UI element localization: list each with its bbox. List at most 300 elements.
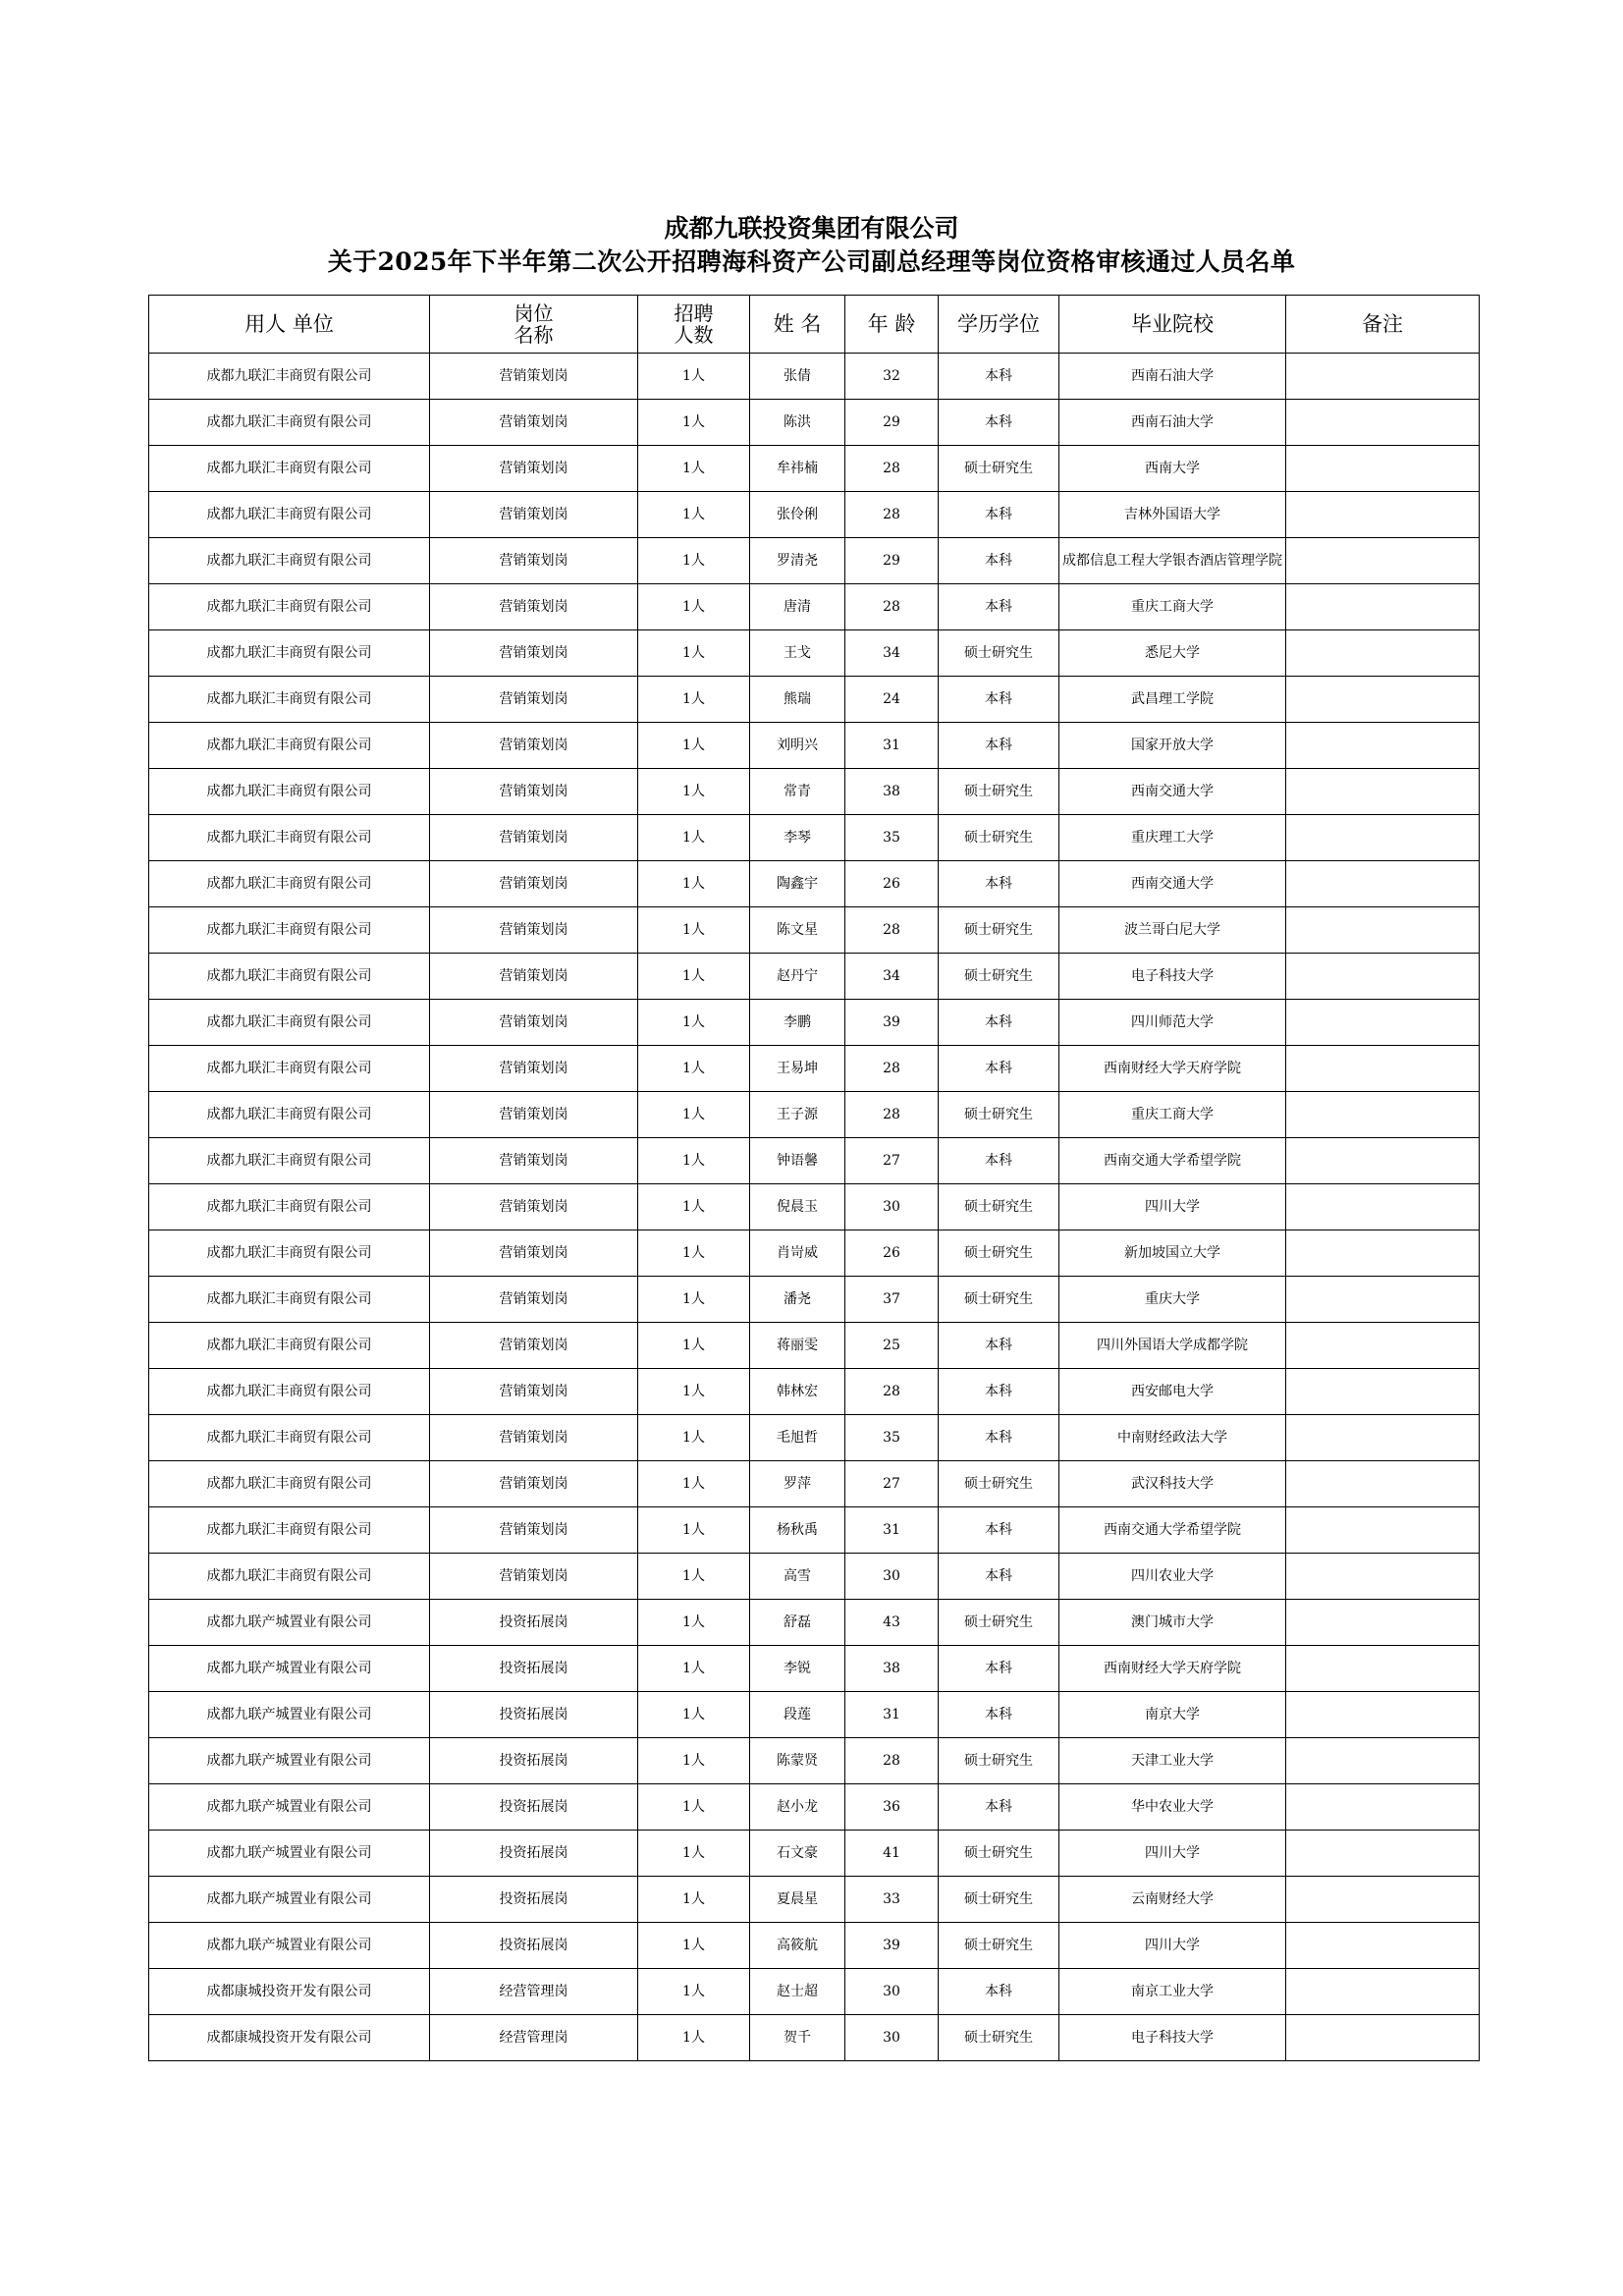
post-cell: 投资拓展岗	[430, 1646, 638, 1692]
unit-cell: 成都九联汇丰商贸有限公司	[149, 354, 430, 400]
degree-cell: 本科	[939, 1369, 1059, 1415]
degree-cell: 本科	[939, 400, 1059, 446]
unit-cell: 成都九联汇丰商贸有限公司	[149, 1000, 430, 1046]
name-cell: 陈洪	[750, 400, 845, 446]
count-cell: 1人	[638, 1923, 750, 1969]
age-cell: 35	[845, 815, 939, 861]
age-cell: 26	[845, 1230, 939, 1277]
age-cell: 30	[845, 1184, 939, 1230]
table-row	[149, 1415, 1480, 1461]
degree-cell: 本科	[939, 1415, 1059, 1461]
post-cell: 投资拓展岗	[430, 1831, 638, 1877]
degree-cell: 硕士研究生	[939, 1831, 1059, 1877]
count-cell: 1人	[638, 861, 750, 907]
candidate-table	[148, 295, 1480, 2061]
age-cell: 30	[845, 2015, 939, 2061]
count-cell: 1人	[638, 1600, 750, 1646]
age-cell: 26	[845, 861, 939, 907]
count-cell: 1人	[638, 769, 750, 815]
school-cell: 四川师范大学	[1059, 1000, 1286, 1046]
post-cell: 营销策划岗	[430, 907, 638, 954]
age-cell: 28	[845, 584, 939, 630]
name-cell: 张伶俐	[750, 492, 845, 538]
age-cell: 29	[845, 400, 939, 446]
table-row	[149, 677, 1480, 723]
unit-cell: 成都九联汇丰商贸有限公司	[149, 861, 430, 907]
remark-cell	[1286, 1323, 1480, 1369]
school-cell: 西南交通大学希望学院	[1059, 1507, 1286, 1554]
degree-cell: 硕士研究生	[939, 1461, 1059, 1507]
degree-cell: 硕士研究生	[939, 1092, 1059, 1138]
age-cell: 36	[845, 1784, 939, 1831]
name-cell: 赵丹宁	[750, 954, 845, 1000]
count-cell: 1人	[638, 1277, 750, 1323]
school-cell: 西南交通大学	[1059, 769, 1286, 815]
degree-cell: 本科	[939, 1969, 1059, 2015]
table-row	[149, 1277, 1480, 1323]
name-cell: 潘尧	[750, 1277, 845, 1323]
unit-cell: 成都九联产城置业有限公司	[149, 1600, 430, 1646]
unit-cell: 成都九联汇丰商贸有限公司	[149, 1184, 430, 1230]
unit-cell: 成都九联汇丰商贸有限公司	[149, 1415, 430, 1461]
table-body	[149, 354, 1480, 2061]
remark-cell	[1286, 1461, 1480, 1507]
remark-cell	[1286, 954, 1480, 1000]
post-cell: 营销策划岗	[430, 769, 638, 815]
name-cell: 毛旭哲	[750, 1415, 845, 1461]
unit-cell: 成都康城投资开发有限公司	[149, 1969, 430, 2015]
table-row	[149, 1600, 1480, 1646]
post-cell: 营销策划岗	[430, 723, 638, 769]
header-age: 年 龄	[845, 296, 939, 354]
degree-cell: 硕士研究生	[939, 1277, 1059, 1323]
count-cell: 1人	[638, 1646, 750, 1692]
remark-cell	[1286, 1507, 1480, 1554]
degree-cell: 硕士研究生	[939, 2015, 1059, 2061]
age-cell: 32	[845, 354, 939, 400]
degree-cell: 本科	[939, 861, 1059, 907]
remark-cell	[1286, 630, 1480, 677]
count-cell: 1人	[638, 1784, 750, 1831]
post-cell: 营销策划岗	[430, 1000, 638, 1046]
count-cell: 1人	[638, 1138, 750, 1184]
count-cell: 1人	[638, 1369, 750, 1415]
table-row	[149, 492, 1480, 538]
school-cell: 西南石油大学	[1059, 354, 1286, 400]
unit-cell: 成都九联汇丰商贸有限公司	[149, 538, 430, 584]
table-row	[149, 1230, 1480, 1277]
table-row	[149, 1877, 1480, 1923]
unit-cell: 成都九联汇丰商贸有限公司	[149, 1230, 430, 1277]
post-cell: 经营管理岗	[430, 2015, 638, 2061]
remark-cell	[1286, 1831, 1480, 1877]
name-cell: 高筱航	[750, 1923, 845, 1969]
remark-cell	[1286, 492, 1480, 538]
post-cell: 营销策划岗	[430, 1323, 638, 1369]
degree-cell: 本科	[939, 1000, 1059, 1046]
degree-cell: 本科	[939, 1692, 1059, 1738]
school-cell: 四川大学	[1059, 1831, 1286, 1877]
school-cell: 云南财经大学	[1059, 1877, 1286, 1923]
school-cell: 悉尼大学	[1059, 630, 1286, 677]
age-cell: 31	[845, 1507, 939, 1554]
unit-cell: 成都九联汇丰商贸有限公司	[149, 1369, 430, 1415]
header-post	[430, 296, 638, 354]
remark-cell	[1286, 1923, 1480, 1969]
unit-cell: 成都九联汇丰商贸有限公司	[149, 1046, 430, 1092]
age-cell: 28	[845, 1369, 939, 1415]
age-cell: 30	[845, 1969, 939, 2015]
remark-cell	[1286, 769, 1480, 815]
count-cell: 1人	[638, 630, 750, 677]
degree-cell: 本科	[939, 538, 1059, 584]
degree-cell: 本科	[939, 723, 1059, 769]
unit-cell: 成都九联产城置业有限公司	[149, 1877, 430, 1923]
degree-cell: 硕士研究生	[939, 1923, 1059, 1969]
age-cell: 25	[845, 1323, 939, 1369]
school-cell: 四川农业大学	[1059, 1554, 1286, 1600]
name-cell: 肖岢威	[750, 1230, 845, 1277]
count-cell: 1人	[638, 815, 750, 861]
post-cell: 营销策划岗	[430, 354, 638, 400]
document-title: 成都九联投资集团有限公司	[664, 214, 959, 243]
count-cell: 1人	[638, 1969, 750, 2015]
school-cell: 国家开放大学	[1059, 723, 1286, 769]
age-cell: 39	[845, 1000, 939, 1046]
degree-cell: 本科	[939, 584, 1059, 630]
document-subtitle: 关于2025年下半年第二次公开招聘海科资产公司副总经理等岗位资格审核通过人员名单	[327, 247, 1296, 276]
school-cell: 重庆工商大学	[1059, 584, 1286, 630]
degree-cell: 硕士研究生	[939, 1184, 1059, 1230]
post-cell: 营销策划岗	[430, 1461, 638, 1507]
post-cell: 营销策划岗	[430, 1415, 638, 1461]
age-cell: 38	[845, 1646, 939, 1692]
post-cell: 投资拓展岗	[430, 1738, 638, 1784]
unit-cell: 成都九联汇丰商贸有限公司	[149, 1461, 430, 1507]
table-row	[149, 1138, 1480, 1184]
name-cell: 韩林宏	[750, 1369, 845, 1415]
post-cell: 投资拓展岗	[430, 1784, 638, 1831]
school-cell: 西南交通大学希望学院	[1059, 1138, 1286, 1184]
name-cell: 陈文星	[750, 907, 845, 954]
unit-cell: 成都九联汇丰商贸有限公司	[149, 723, 430, 769]
remark-cell	[1286, 1554, 1480, 1600]
school-cell: 华中农业大学	[1059, 1784, 1286, 1831]
post-cell: 营销策划岗	[430, 815, 638, 861]
age-cell: 37	[845, 1277, 939, 1323]
count-cell: 1人	[638, 2015, 750, 2061]
table-row	[149, 446, 1480, 492]
degree-cell: 本科	[939, 1507, 1059, 1554]
remark-cell	[1286, 1230, 1480, 1277]
count-cell: 1人	[638, 1092, 750, 1138]
unit-cell: 成都九联产城置业有限公司	[149, 1784, 430, 1831]
school-cell: 西安邮电大学	[1059, 1369, 1286, 1415]
school-cell: 电子科技大学	[1059, 2015, 1286, 2061]
remark-cell	[1286, 1138, 1480, 1184]
school-cell: 西南大学	[1059, 446, 1286, 492]
remark-cell	[1286, 1092, 1480, 1138]
post-cell: 投资拓展岗	[430, 1877, 638, 1923]
degree-cell: 本科	[939, 1554, 1059, 1600]
school-cell: 成都信息工程大学银杏酒店管理学院	[1059, 538, 1286, 584]
table-row	[149, 1692, 1480, 1738]
school-cell: 四川外国语大学成都学院	[1059, 1323, 1286, 1369]
name-cell: 石文豪	[750, 1831, 845, 1877]
degree-cell: 本科	[939, 1138, 1059, 1184]
remark-cell	[1286, 1877, 1480, 1923]
count-cell: 1人	[638, 954, 750, 1000]
age-cell: 28	[845, 1046, 939, 1092]
table-row	[149, 1969, 1480, 2015]
age-cell: 28	[845, 1092, 939, 1138]
count-cell: 1人	[638, 1415, 750, 1461]
unit-cell: 成都九联汇丰商贸有限公司	[149, 1277, 430, 1323]
name-cell: 刘明兴	[750, 723, 845, 769]
unit-cell: 成都九联汇丰商贸有限公司	[149, 1507, 430, 1554]
unit-cell: 成都九联产城置业有限公司	[149, 1738, 430, 1784]
remark-cell	[1286, 584, 1480, 630]
remark-cell	[1286, 354, 1480, 400]
count-cell: 1人	[638, 1507, 750, 1554]
age-cell: 27	[845, 1461, 939, 1507]
school-cell: 天津工业大学	[1059, 1738, 1286, 1784]
count-cell: 1人	[638, 1692, 750, 1738]
unit-cell: 成都九联汇丰商贸有限公司	[149, 954, 430, 1000]
post-cell: 营销策划岗	[430, 1046, 638, 1092]
name-cell: 王戈	[750, 630, 845, 677]
table-row	[149, 861, 1480, 907]
remark-cell	[1286, 1277, 1480, 1323]
remark-cell	[1286, 1369, 1480, 1415]
table-row	[149, 1554, 1480, 1600]
remark-cell	[1286, 815, 1480, 861]
age-cell: 27	[845, 1138, 939, 1184]
post-cell: 营销策划岗	[430, 1507, 638, 1554]
school-cell: 吉林外国语大学	[1059, 492, 1286, 538]
school-cell: 南京工业大学	[1059, 1969, 1286, 2015]
remark-cell	[1286, 400, 1480, 446]
remark-cell	[1286, 1184, 1480, 1230]
unit-cell: 成都九联汇丰商贸有限公司	[149, 584, 430, 630]
table-row	[149, 630, 1480, 677]
name-cell: 高雪	[750, 1554, 845, 1600]
post-cell: 营销策划岗	[430, 1554, 638, 1600]
name-cell: 罗清尧	[750, 538, 845, 584]
school-cell: 四川大学	[1059, 1184, 1286, 1230]
age-cell: 34	[845, 630, 939, 677]
school-cell: 西南石油大学	[1059, 400, 1286, 446]
degree-cell: 硕士研究生	[939, 446, 1059, 492]
school-cell: 四川大学	[1059, 1923, 1286, 1969]
age-cell: 33	[845, 1877, 939, 1923]
table-row	[149, 723, 1480, 769]
table-row	[149, 815, 1480, 861]
unit-cell: 成都九联产城置业有限公司	[149, 1923, 430, 1969]
degree-cell: 本科	[939, 1323, 1059, 1369]
remark-cell	[1286, 861, 1480, 907]
school-cell: 南京大学	[1059, 1692, 1286, 1738]
degree-cell: 硕士研究生	[939, 1738, 1059, 1784]
name-cell: 王子源	[750, 1092, 845, 1138]
age-cell: 38	[845, 769, 939, 815]
header-unit: 用人 单位	[149, 296, 430, 354]
header-name: 姓 名	[750, 296, 845, 354]
unit-cell: 成都九联汇丰商贸有限公司	[149, 1138, 430, 1184]
table-row	[149, 354, 1480, 400]
count-cell: 1人	[638, 1461, 750, 1507]
degree-cell: 本科	[939, 1784, 1059, 1831]
post-cell: 投资拓展岗	[430, 1692, 638, 1738]
count-cell: 1人	[638, 354, 750, 400]
remark-cell	[1286, 677, 1480, 723]
name-cell: 钟语馨	[750, 1138, 845, 1184]
table-row	[149, 584, 1480, 630]
age-cell: 39	[845, 1923, 939, 1969]
age-cell: 28	[845, 1738, 939, 1784]
unit-cell: 成都九联产城置业有限公司	[149, 1692, 430, 1738]
remark-cell	[1286, 1646, 1480, 1692]
name-cell: 蒋丽雯	[750, 1323, 845, 1369]
table-header-row	[149, 296, 1480, 354]
post-cell: 营销策划岗	[430, 1230, 638, 1277]
name-cell: 王易坤	[750, 1046, 845, 1092]
table-row	[149, 400, 1480, 446]
post-cell: 营销策划岗	[430, 1369, 638, 1415]
school-cell: 重庆理工大学	[1059, 815, 1286, 861]
header-count-line1: 招聘	[674, 301, 714, 325]
age-cell: 28	[845, 492, 939, 538]
count-cell: 1人	[638, 723, 750, 769]
count-cell: 1人	[638, 1877, 750, 1923]
count-cell: 1人	[638, 1046, 750, 1092]
table-row	[149, 1000, 1480, 1046]
header-degree: 学历学位	[939, 296, 1059, 354]
table-row	[149, 538, 1480, 584]
degree-cell: 硕士研究生	[939, 769, 1059, 815]
school-cell: 波兰哥白尼大学	[1059, 907, 1286, 954]
count-cell: 1人	[638, 1738, 750, 1784]
post-cell: 营销策划岗	[430, 446, 638, 492]
degree-cell: 硕士研究生	[939, 815, 1059, 861]
remark-cell	[1286, 1969, 1480, 2015]
degree-cell: 本科	[939, 1646, 1059, 1692]
post-cell: 投资拓展岗	[430, 1923, 638, 1969]
table-row	[149, 2015, 1480, 2061]
degree-cell: 本科	[939, 492, 1059, 538]
unit-cell: 成都九联汇丰商贸有限公司	[149, 1323, 430, 1369]
age-cell: 31	[845, 1692, 939, 1738]
remark-cell	[1286, 446, 1480, 492]
school-cell: 重庆工商大学	[1059, 1092, 1286, 1138]
name-cell: 熊瑞	[750, 677, 845, 723]
post-cell: 营销策划岗	[430, 584, 638, 630]
unit-cell: 成都九联汇丰商贸有限公司	[149, 769, 430, 815]
remark-cell	[1286, 907, 1480, 954]
table-row	[149, 1369, 1480, 1415]
age-cell: 30	[845, 1554, 939, 1600]
post-cell: 经营管理岗	[430, 1969, 638, 2015]
table-row	[149, 1738, 1480, 1784]
age-cell: 28	[845, 907, 939, 954]
unit-cell: 成都九联汇丰商贸有限公司	[149, 1554, 430, 1600]
post-cell: 营销策划岗	[430, 538, 638, 584]
unit-cell: 成都九联汇丰商贸有限公司	[149, 630, 430, 677]
degree-cell: 本科	[939, 677, 1059, 723]
post-cell: 营销策划岗	[430, 861, 638, 907]
age-cell: 41	[845, 1831, 939, 1877]
school-cell: 澳门城市大学	[1059, 1600, 1286, 1646]
header-post-line1: 岗位	[514, 301, 554, 325]
count-cell: 1人	[638, 492, 750, 538]
age-cell: 43	[845, 1600, 939, 1646]
header-remark: 备注	[1286, 296, 1480, 354]
school-cell: 西南交通大学	[1059, 861, 1286, 907]
table-row	[149, 1784, 1480, 1831]
header-post-line2: 名称	[514, 323, 554, 347]
post-cell: 营销策划岗	[430, 677, 638, 723]
name-cell: 夏晨星	[750, 1877, 845, 1923]
count-cell: 1人	[638, 1554, 750, 1600]
name-cell: 李琴	[750, 815, 845, 861]
post-cell: 营销策划岗	[430, 1092, 638, 1138]
remark-cell	[1286, 2015, 1480, 2061]
unit-cell: 成都九联汇丰商贸有限公司	[149, 815, 430, 861]
name-cell: 张倩	[750, 354, 845, 400]
table-row	[149, 1323, 1480, 1369]
remark-cell	[1286, 1784, 1480, 1831]
post-cell: 营销策划岗	[430, 630, 638, 677]
count-cell: 1人	[638, 907, 750, 954]
name-cell: 唐清	[750, 584, 845, 630]
count-cell: 1人	[638, 538, 750, 584]
school-cell: 重庆大学	[1059, 1277, 1286, 1323]
degree-cell: 硕士研究生	[939, 1600, 1059, 1646]
name-cell: 陈蒙贤	[750, 1738, 845, 1784]
count-cell: 1人	[638, 1831, 750, 1877]
name-cell: 贺千	[750, 2015, 845, 2061]
remark-cell	[1286, 1415, 1480, 1461]
table-row	[149, 907, 1480, 954]
table-row	[149, 1046, 1480, 1092]
unit-cell: 成都九联产城置业有限公司	[149, 1646, 430, 1692]
unit-cell: 成都九联汇丰商贸有限公司	[149, 1092, 430, 1138]
post-cell: 营销策划岗	[430, 954, 638, 1000]
unit-cell: 成都九联汇丰商贸有限公司	[149, 400, 430, 446]
count-cell: 1人	[638, 1000, 750, 1046]
degree-cell: 硕士研究生	[939, 1230, 1059, 1277]
school-cell: 西南财经大学天府学院	[1059, 1046, 1286, 1092]
degree-cell: 硕士研究生	[939, 907, 1059, 954]
name-cell: 舒磊	[750, 1600, 845, 1646]
age-cell: 24	[845, 677, 939, 723]
count-cell: 1人	[638, 677, 750, 723]
post-cell: 营销策划岗	[430, 1138, 638, 1184]
unit-cell: 成都九联汇丰商贸有限公司	[149, 446, 430, 492]
remark-cell	[1286, 1046, 1480, 1092]
table-row	[149, 769, 1480, 815]
name-cell: 倪晨玉	[750, 1184, 845, 1230]
table-row	[149, 1507, 1480, 1554]
table-row	[149, 1184, 1480, 1230]
name-cell: 常青	[750, 769, 845, 815]
table-row	[149, 1923, 1480, 1969]
name-cell: 牟祎楠	[750, 446, 845, 492]
post-cell: 营销策划岗	[430, 1184, 638, 1230]
school-cell: 中南财经政法大学	[1059, 1415, 1286, 1461]
age-cell: 34	[845, 954, 939, 1000]
name-cell: 段莲	[750, 1692, 845, 1738]
